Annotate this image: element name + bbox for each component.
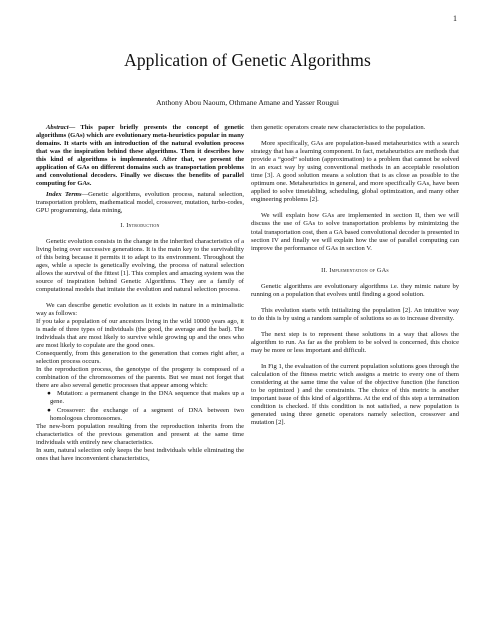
- page-number: 1: [453, 14, 457, 23]
- intro-continuation: then genetic operators create new characteristics to the population.: [251, 124, 426, 131]
- abstract: [36, 124, 244, 188]
- intro-paragraph-6: The new-born population resulting from the reproduction inherits from the characteristics of the previous generation and present at the same time individuals with entirely new characteristics.: [36, 422, 244, 446]
- intro-paragraph-3: If you take a population of our ancestors living in the wild 10000 years ago, it is made of three types of individuals (the good, the average and the bad). The individuals that are most likely to survive while growing up and the ones who are most likely to copulate are the good ones.: [36, 317, 244, 350]
- abstract-label: Abstract: [46, 124, 69, 131]
- left-column: [36, 124, 244, 463]
- intro-paragraph-2: We can describe genetic evolution as it exists in nature in a minimalistic way as follows:: [36, 301, 244, 317]
- bullet-mutation-text: Mutation: a permanent change in the DNA sequence that makes up a gene.: [50, 390, 244, 406]
- bullet-crossover: [36, 407, 244, 423]
- intro-paragraph-metaheuristics: More specifically, GAs are population-based metaheuristics with a search strategy that has a learning component. In fact, metaheuristics are methods that provide a “good” solution (approximation) to a problem that cannot be solved in an exact way by using conventional methods in an acceptable resolution time [3]. A good solution means a solution that is as close as possible to the optimum one. Metaheuristics in general, and more specifically GAs, have been applied to solve timetabling, scheduling, global optimization, and many other engineering problems [2].: [251, 140, 459, 204]
- intro-paragraph-outline: We will explain how GAs are implemented in section II, then we will discuss the use of GAs to solve transportation problems by minimizing the total transportation cost, then a GA based convolutional decoder is presented in section IV and finally we will explain how the use of parallel computing can improve the performance of GAs in section V.: [251, 212, 459, 252]
- impl-paragraph-1: Genetic algorithms are evolutionary algorithms i.e. they mimic nature by running on a population that evolves until finding a good solution.: [251, 282, 459, 298]
- intro-paragraph-1: Genetic evolution consists in the change in the inherited characteristics of a living being over successive generations. It is the main key to the survivability of this being because it permits it to adapt to its environment. Throughout the ages, while a specie is genetically evolving, the process of natural selection allows the survival of the fittest [1]. This complex and amazing system was the source of inspiration behind Genetic Algorithms. They are a family of computational models that imitate the evolution and natural selection process.: [36, 237, 244, 293]
- abstract-text: — This paper briefly presents the concept of genetic algorithms (GAs) which are evolutionary meta-heuristics popular in many domains. It starts with an introduction of the natural evolution process that was the inspiration behind these algorithms. Then it describes how this kind of algorithms is implemented. After that, we present the application of GAs on different domains such as transportation problems and convolutional decoders. Finally we discuss the benefits of parallel computing for GAs.: [36, 124, 244, 188]
- intro-paragraph-4: Consequently, from this generation to the generation that comes right after, a selection process occurs.: [36, 350, 244, 366]
- author-list: Anthony Abou Naoum, Othmane Amane and Yasser Rougui: [156, 98, 339, 107]
- section-heading-implementation: II. Implementation of GAs: [321, 266, 389, 274]
- paper-title: Application of Genetic Algorithms: [124, 50, 371, 70]
- bullet-mutation: [36, 390, 244, 406]
- bullet-crossover-text: Crossover: the exchange of a segment of DNA between two homologous chromosomes.: [50, 406, 244, 422]
- right-column: [251, 124, 459, 435]
- intro-paragraph-5: In the reproduction process, the genotype of the progeny is composed of a combination of the chromosomes of the parents. But we must not forget that there are also several genetic processes that appear among which:: [36, 366, 244, 390]
- bullet-dot-icon: ●: [47, 390, 51, 398]
- index-terms-label: Index Terms: [46, 191, 82, 199]
- index-terms: [36, 191, 244, 215]
- impl-paragraph-4: In Fig 1, the evaluation of the current population solutions goes through the calculation of the fitness metric witch assigns a metric to every one of them considering at the same time the value of the objective function (the function to be optimized ) and the constraints. The choice of this metric is another important issue of this kind of algorithms. At the end of this step a termination condition is checked. If this condition is not satisfied, a new population is generated using three genetic operators namely selection, crossover and mutation [2].: [251, 363, 460, 427]
- intro-paragraph-7: In sum, natural selection only keeps the best individuals while eliminating the ones that have inconvenient characteristics,: [36, 446, 244, 462]
- section-heading-introduction: I. Introduction: [120, 221, 160, 229]
- index-terms-text: —Genetic algorithms, evolution process, natural selection, transportation problem, mathematical model, crossover, mutation, turbo-codes, GPU programming, data mining,: [36, 191, 244, 215]
- bullet-dot-icon: ●: [47, 406, 51, 414]
- impl-paragraph-2: This evolution starts with initializing the population [2]. An intuitive way to do this is by using a random sample of solutions so as to increase diversity.: [251, 306, 459, 322]
- impl-paragraph-3: The next step is to represent these solutions in a way that allows the algorithm to run. As far as the problem to be solved is concerned, this choice may be more or less important and difficult.: [251, 330, 459, 354]
